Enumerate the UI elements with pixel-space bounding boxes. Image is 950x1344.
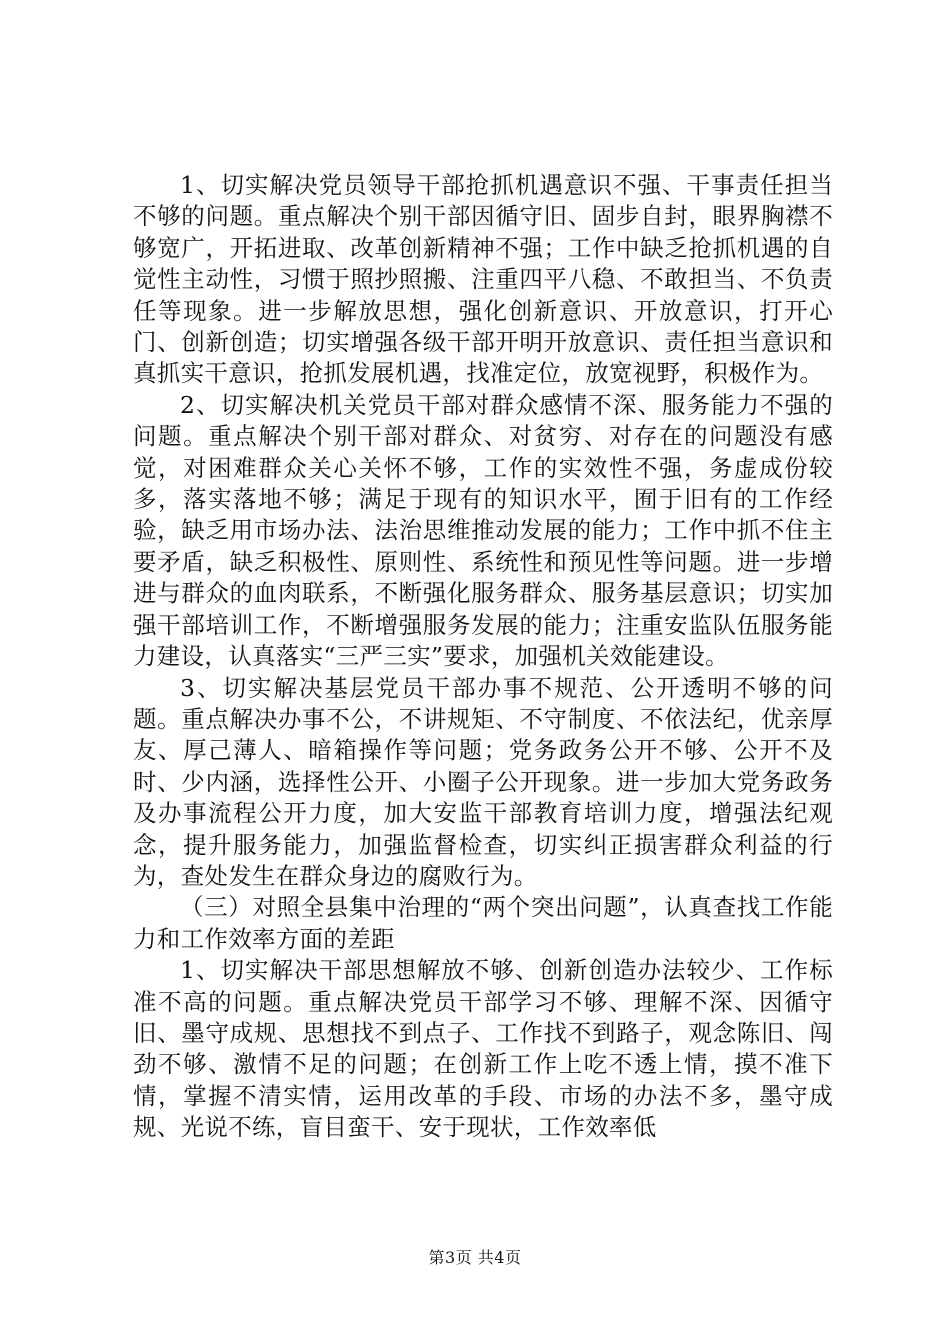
paragraph-1: 1、切实解决党员领导干部抢抓机遇意识不强、干事责任担当不够的问题。重点解决个别干部因循守旧、固步自封，眼界胸襟不够宽广，开拓进取、改革创新精神不强；工作中缺乏抢抓机遇的自觉性主动性，习惯于照抄照搬、注重四平八稳、不敢担当、不负责任等现象。进一步解放思想，强化创新意识、开放意识，打开心门、创新创造；切实增强各级干部开明开放意识、责任担当意识和真抓实干意识，抢抓发展机遇，找准定位，放宽视野，积极作为。 <box>133 171 833 388</box>
section-heading: （三）对照全县集中治理的“两个突出问题”，认真查找工作能力和工作效率方面的差距 <box>133 893 833 953</box>
paragraph-4: 1、切实解决干部思想解放不够、创新创造办法较少、工作标准不高的问题。重点解决党员干部学习不够、理解不深、因循守旧、墨守成规、思想找不到点子、工作找不到路子，观念陈旧、闯劲不够、激情不足的问题；在创新工作上吃不透上情，摸不准下情，掌握不清实情，运用改革的手段、市场的办法不多，墨守成规、光说不练，盲目蛮干、安于现状，工作效率低 <box>133 956 833 1142</box>
page-footer: 第3页 共4页 <box>428 1248 522 1267</box>
document-body <box>133 170 833 1144</box>
paragraph-2: 2、切实解决机关党员干部对群众感情不深、服务能力不强的问题。重点解决个别干部对群众、对贫穷、对存在的问题没有感觉，对困难群众关心关怀不够，工作的实效性不强，务虚成份较多，落实落地不够；满足于现有的知识水平，囿于旧有的工作经验，缺乏用市场办法、法治思维推动发展的能力；工作中抓不住主要矛盾，缺乏积极性、原则性、系统性和预见性等问题。进一步增进与群众的血肉联系，不断强化服务群众、服务基层意识；切实加强干部培训工作，不断增强服务发展的能力；注重安监队伍服务能力建设，认真落实“三严三实”要求，加强机关效能建设。 <box>133 390 833 671</box>
paragraph-3: 3、切实解决基层党员干部办事不规范、公开透明不够的问题。重点解决办事不公，不讲规矩、不守制度、不依法纪，优亲厚友、厚己薄人、暗箱操作等问题；党务政务公开不够、公开不及时、少内涵，选择性公开、小圈子公开现象。进一步加大党务政务及办事流程公开力度，加大安监干部教育培训力度，增强法纪观念，提升服务能力，加强监督检查，切实纠正损害群众利益的行为，查处发生在群众身边的腐败行为。 <box>133 673 833 890</box>
